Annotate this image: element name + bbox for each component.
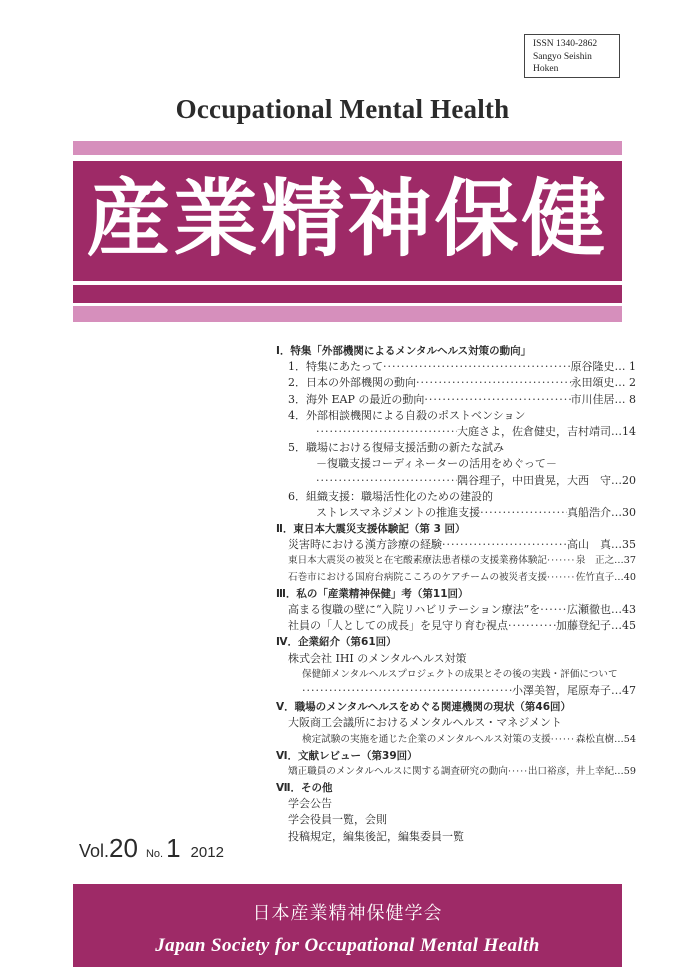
toc-entry-author-page: 小澤美智，尾原寿子…47 bbox=[512, 683, 636, 697]
toc-entry-title: 学会役員一覧，会則 bbox=[288, 813, 387, 827]
toc-section-title: Ⅵ．文献レビュー（第39回） bbox=[276, 749, 418, 762]
toc-entry-title: 6．組織支援：職場活性化のための建設的 bbox=[288, 489, 493, 503]
toc-leader-dots bbox=[316, 424, 457, 440]
toc-entry bbox=[276, 375, 636, 391]
toc-entry-title: 株式会社 IHI のメンタルヘルス対策 bbox=[288, 651, 467, 665]
toc-leader-dots bbox=[547, 570, 576, 586]
toc-entry-title: 災害時における漢方診療の経験 bbox=[288, 538, 442, 552]
toc-leader-dots bbox=[547, 553, 576, 569]
toc-section-heading bbox=[276, 699, 636, 715]
publisher-name-english: Japan Society for Occupational Mental Health bbox=[155, 935, 540, 956]
toc-entry bbox=[276, 359, 636, 375]
toc-entry bbox=[276, 553, 636, 569]
toc-section-title: Ⅲ．私の「産業精神保健」考（第11回） bbox=[276, 587, 469, 600]
toc-line bbox=[276, 812, 636, 828]
toc-entry bbox=[276, 732, 636, 748]
toc-entry-title: 3．海外 EAP の最近の動向 bbox=[288, 392, 425, 406]
toc-leader-dots bbox=[508, 764, 528, 780]
toc-entry-author-page: 広瀬徹也…43 bbox=[567, 603, 636, 616]
toc-entry-title: 石巻市における国府台病院こころのケアチームの被災者支援 bbox=[288, 571, 548, 583]
toc-line bbox=[276, 715, 636, 731]
toc-entry bbox=[276, 683, 636, 699]
toc-entry-author-page: 高山 真…35 bbox=[567, 538, 636, 552]
toc-leader-dots bbox=[508, 618, 556, 634]
toc-section-heading bbox=[276, 343, 636, 359]
toc-entry-author-page: 市川佳居… 8 bbox=[570, 392, 636, 406]
toc-section-title: Ⅳ．企業紹介（第61回） bbox=[276, 636, 397, 649]
decor-band-bottom-light bbox=[73, 306, 622, 322]
toc-entry-author-page: 大庭さよ，佐倉健史，吉村靖司…14 bbox=[457, 424, 636, 438]
toc-entry-author-page: 原谷隆史… 1 bbox=[570, 360, 636, 374]
toc-entry bbox=[276, 570, 636, 586]
journal-title-japanese: 産業精神保健 bbox=[86, 170, 609, 268]
toc-entry-title: －復職支援コーディネーターの活用をめぐって－ bbox=[316, 457, 557, 471]
toc-entry-title: ストレスマネジメントの推進支援 bbox=[316, 505, 481, 519]
toc-leader-dots bbox=[480, 505, 567, 521]
toc-entry-author-page: 泉 正之…37 bbox=[575, 555, 636, 567]
issn-journal-romaji-2: Hoken bbox=[533, 64, 559, 74]
toc-entry bbox=[276, 764, 636, 780]
vol-number: 20 bbox=[109, 833, 138, 863]
toc-entry-title: 4．外部相談機関による自殺のポストベンション bbox=[288, 408, 526, 422]
toc-line bbox=[276, 667, 636, 683]
toc-section-title: Ⅴ．職場のメンタルヘルスをめぐる関連機関の現状（第46回） bbox=[276, 701, 572, 714]
toc-section-title: Ⅶ．その他 bbox=[276, 782, 333, 795]
toc-entry-author-page: 出口裕彦，井上幸紀…59 bbox=[527, 765, 636, 777]
issue-number: 1 bbox=[166, 833, 181, 863]
issn-journal-romaji-1: Sangyo Seishin bbox=[533, 51, 592, 62]
toc-entry-author-page: 佐竹直子…40 bbox=[575, 571, 636, 583]
toc-entry-title: 保健師メンタルヘルスプロジェクトの成果とその後の実践・評価について bbox=[302, 668, 618, 680]
volume-info bbox=[79, 833, 224, 864]
vol-label: Vol. bbox=[79, 841, 110, 861]
journal-title-english: Occupational Mental Health bbox=[175, 94, 510, 124]
toc-entry-title: 大阪商工会議所におけるメンタルヘルス・マネジメント bbox=[288, 716, 562, 730]
toc-entry-title: 矯正職員のメンタルヘルスに関する調査研究の動向 bbox=[288, 765, 508, 777]
toc-leader-dots bbox=[316, 473, 457, 489]
toc-entry-author-page: 隅谷理子，中田貴晃，大西 守…20 bbox=[457, 473, 636, 487]
toc-entry-title: 社員の「人としての成長」を見守り育む視点 bbox=[288, 619, 508, 633]
toc-line bbox=[276, 408, 636, 424]
toc-section-heading bbox=[276, 521, 636, 537]
toc-section-heading bbox=[276, 586, 636, 602]
toc-line bbox=[276, 440, 636, 456]
toc-section-heading bbox=[276, 634, 636, 650]
toc-line bbox=[276, 829, 636, 845]
toc-entry-title: 高まる復職の壁に“入院リハビリテーション療法”を bbox=[288, 603, 541, 616]
issn-box bbox=[524, 34, 620, 78]
toc-entry-title: 2．日本の外部機関の動向 bbox=[288, 376, 416, 390]
toc-line bbox=[276, 489, 636, 505]
toc-section-heading bbox=[276, 748, 636, 764]
toc-leader-dots bbox=[424, 392, 570, 408]
publisher-footer bbox=[73, 884, 622, 967]
toc-line bbox=[276, 456, 636, 472]
toc-leader-dots bbox=[442, 537, 567, 553]
toc-entry bbox=[276, 392, 636, 408]
toc-entry-author-page: 森松直樹…54 bbox=[575, 733, 636, 745]
toc-entry-title: 検定試験の実施を通じた企業のメンタルヘルス対策の支援 bbox=[302, 733, 551, 745]
toc-entry-title: 学会公告 bbox=[288, 797, 332, 811]
toc-leader-dots bbox=[383, 359, 571, 375]
toc-entry-title: 5．職場における復帰支援活動の新たな試み bbox=[288, 441, 504, 455]
toc-entry-title: 東日本大震災の被災と在宅酸素療法患者様の支援業務体験記 bbox=[288, 555, 548, 567]
year: 2012 bbox=[190, 844, 224, 861]
toc-entry bbox=[276, 602, 636, 618]
toc-entry-title: 1．特集にあたって bbox=[288, 360, 383, 374]
toc-leader-dots bbox=[551, 732, 576, 748]
toc-entry-title: 投稿規定，編集後記，編集委員一覧 bbox=[288, 829, 464, 843]
toc-entry bbox=[276, 424, 636, 440]
issn-number: ISSN 1340-2862 bbox=[533, 39, 598, 49]
toc-line bbox=[276, 651, 636, 667]
toc-entry-author-page: 加藤登紀子…45 bbox=[556, 619, 636, 633]
toc-entry bbox=[276, 537, 636, 553]
toc-leader-dots bbox=[416, 375, 571, 391]
toc-entry-author-page: 真船浩介…30 bbox=[567, 505, 636, 519]
toc-entry-author-page: 永田頌史… 2 bbox=[570, 376, 636, 390]
no-label: No. bbox=[145, 848, 164, 860]
toc-line bbox=[276, 796, 636, 812]
toc-entry bbox=[276, 505, 636, 521]
toc-section-title: Ⅰ．特集「外部機関によるメンタルヘルス対策の動向」 bbox=[276, 345, 532, 357]
publisher-name-japanese: 日本産業精神保健学会 bbox=[252, 903, 443, 924]
toc-section-heading bbox=[276, 780, 636, 796]
toc-entry bbox=[276, 473, 636, 489]
decor-band-bottom-dark bbox=[73, 285, 622, 303]
decor-band-top-light bbox=[73, 141, 622, 155]
toc-section-title: Ⅱ．東日本大震災支援体験記（第 3 回） bbox=[276, 523, 466, 536]
table-of-contents bbox=[276, 343, 636, 845]
toc-leader-dots bbox=[302, 683, 512, 699]
toc-entry bbox=[276, 618, 636, 634]
toc-leader-dots bbox=[540, 602, 567, 618]
